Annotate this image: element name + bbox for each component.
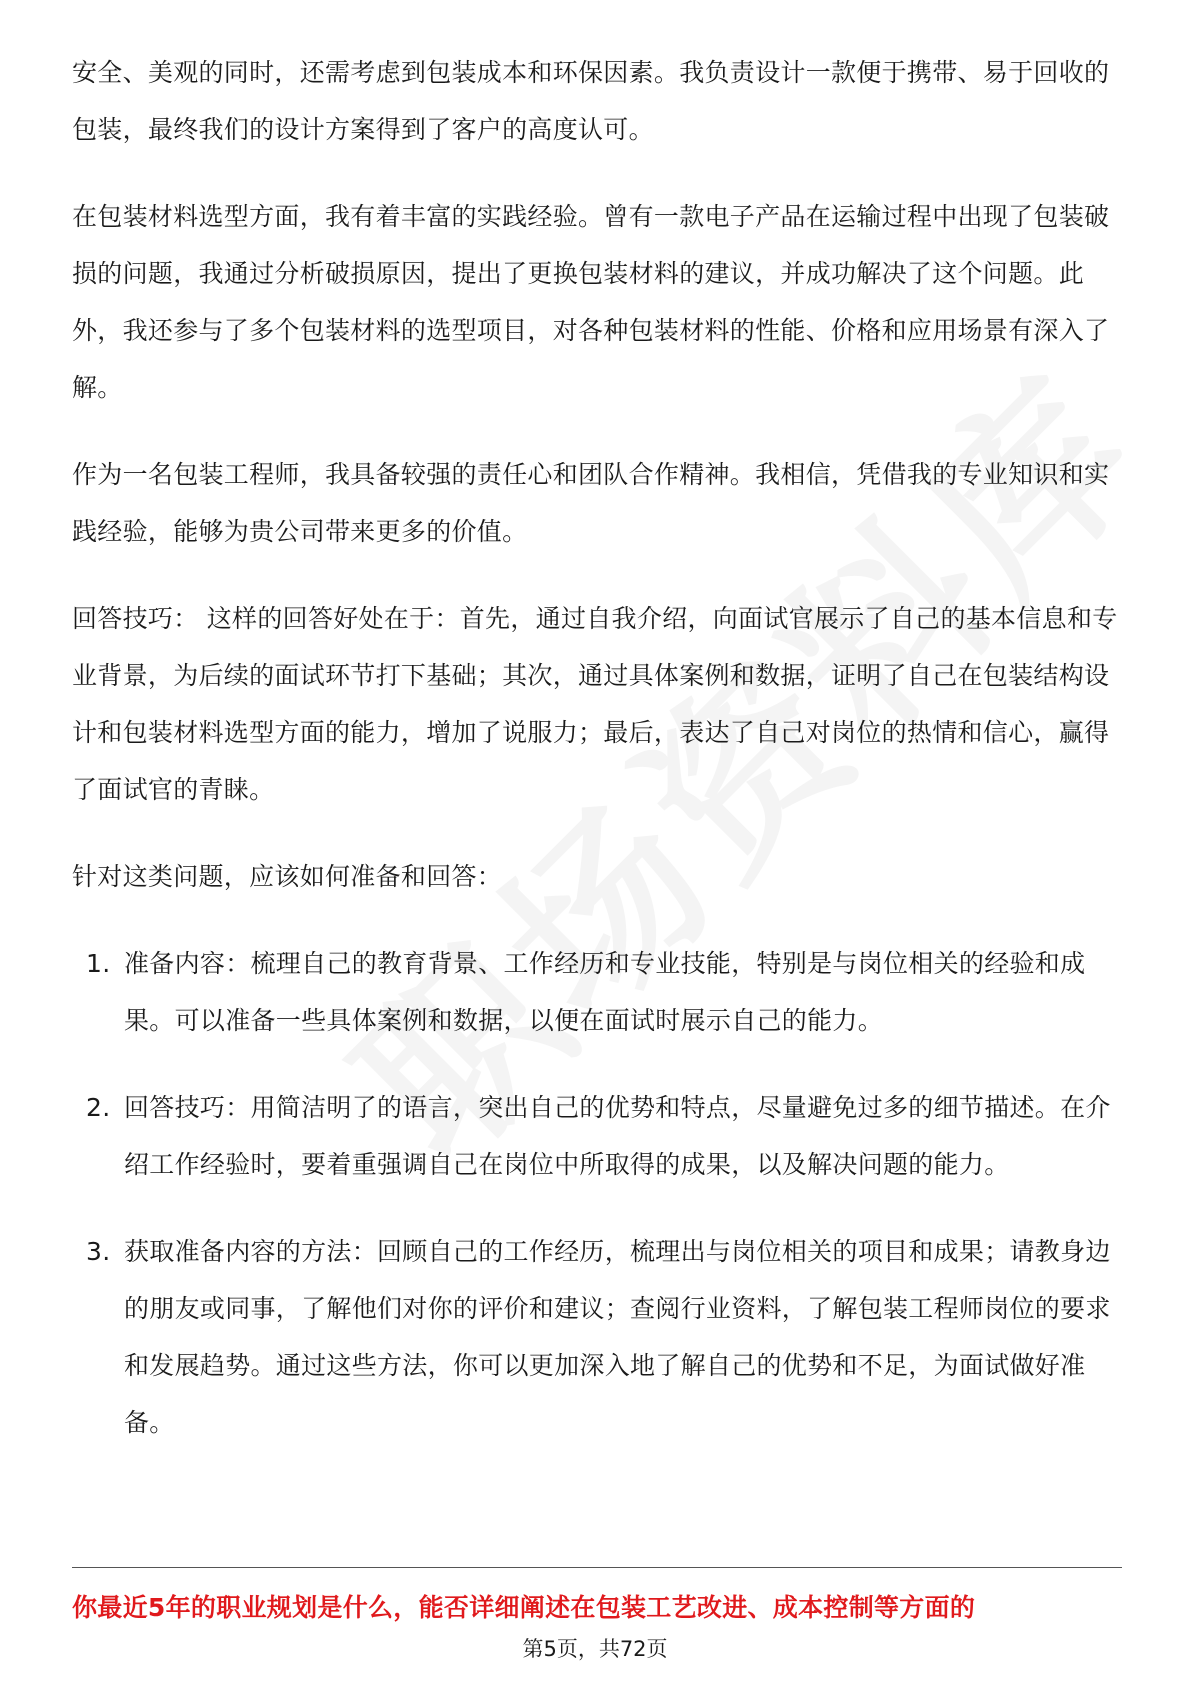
list-item-text: 获取准备内容的方法：回顾自己的工作经历，梳理出与岗位相关的项目和成果；请教身边的朋友或同事，了解他们对你的评价和建议；查阅行业资料，了解包装工程师岗位的要求和发展趋势。通过这些方法，你可以更加深入地了解自己的优势和不足，为面试做好准备。: [124, 1237, 1111, 1437]
footer-divider: [72, 1567, 1122, 1568]
preparation-list: [72, 935, 1122, 1451]
page-number: 第5页，共72页: [522, 1637, 668, 1661]
list-item-number: 3.: [86, 1237, 111, 1266]
list-item-number: 2.: [86, 1093, 111, 1122]
list-item-text: 回答技巧：用简洁明了的语言，突出自己的优势和特点，尽量避免过多的细节描述。在介绍工作经验时，要着重强调自己在岗位中所取得的成果，以及解决问题的能力。: [124, 1093, 1111, 1179]
paragraph-how-to-prepare: 针对这类问题，应该如何准备和回答：: [72, 862, 503, 891]
list-item: [72, 1223, 1122, 1451]
document-body: [72, 44, 1122, 1481]
paragraph-design-continuation: 安全、美观的同时，还需考虑到包装成本和环保因素。我负责设计一款便于携带、易于回收的包装，最终我们的设计方案得到了客户的高度认可。: [72, 58, 1110, 144]
list-item: [72, 1079, 1122, 1193]
paragraph-responsibility: 作为一名包装工程师，我具备较强的责任心和团队合作精神。我相信，凭借我的专业知识和实践经验，能够为贵公司带来更多的价值。: [72, 460, 1110, 546]
list-item: [72, 935, 1122, 1049]
paragraph-material-selection: 在包装材料选型方面，我有着丰富的实践经验。曾有一款电子产品在运输过程中出现了包装破损的问题，我通过分析破损原因，提出了更换包装材料的建议，并成功解决了这个问题。此外，我还参与了多个包装材料的选型项目，对各种包装材料的性能、价格和应用场景有深入了解。: [72, 202, 1110, 402]
list-item-number: 1.: [86, 949, 111, 978]
next-question-heading: 你最近5年的职业规划是什么，能否详细阐述在包装工艺改进、成本控制等方面的: [72, 1593, 976, 1622]
list-item-text: 准备内容：梳理自己的教育背景、工作经历和专业技能，特别是与岗位相关的经验和成果。可以准备一些具体案例和数据，以便在面试时展示自己的能力。: [124, 949, 1086, 1035]
paragraph-answer-tips: 回答技巧： 这样的回答好处在于：首先，通过自我介绍，向面试官展示了自己的基本信息和专业背景，为后续的面试环节打下基础；其次，通过具体案例和数据，证明了自己在包装结构设计和包装材料选型方面的能力，增加了说服力；最后，表达了自己对岗位的热情和信心，赢得了面试官的青睐。: [72, 604, 1118, 804]
